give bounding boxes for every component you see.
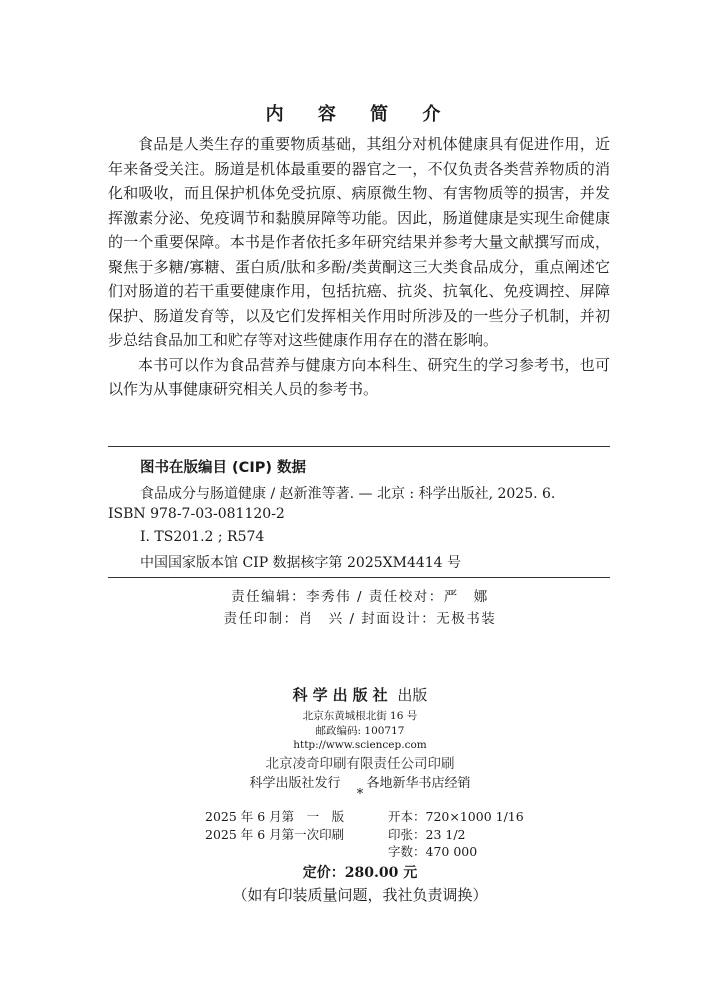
staff-editors: 责任编辑：李秀伟 / 责任校对：严 娜 [231, 589, 489, 605]
publisher-website: http://www.sciencep.com [293, 739, 427, 751]
printer-line: 北京凌奇印刷有限责任公司印刷 [265, 756, 455, 772]
cip-heading: 图书在版编目 (CIP) 数据 [140, 460, 307, 476]
cip-bottom-rule [108, 577, 610, 578]
separator-star: * [356, 787, 364, 802]
cip-classification: Ⅰ. TS201.2 ; R574 [140, 529, 265, 545]
summary-paragraph-1: 食品是人类生存的重要物质基础，其组分对机体健康具有促进作用，近年来备受关注。肠道是机体最重要的器官之一，不仅负责各类营养物质的消化和吸收，而且保护机体免受抗原、病原微生物、有害物质等的损害，并发挥激素分泌、免疫调节和黏膜屏障等功能。因此，肠道健康是实现生命健康的一个重要保障。本书是作者依托多年研究结果并参考大量文献撰写而成，聚焦于多糖/寡糖、蛋白质/肽和多酚/类黄酮这三大类食品成分，重点阐述它们对肠道的若干重要健康作用，包括抗癌、抗炎、抗氧化、免疫调控、屏障保护、肠道发育等，以及它们发挥相关作用时所涉及的一些分子机制，并初步总结食品加工和贮存等对这些健康作用存在的潜在影响。 [108, 135, 610, 349]
distribution-line: 科学出版社发行 各地新华书店经销 [249, 776, 471, 791]
publisher-line [0, 684, 720, 705]
summary-paragraph-2: 本书可以作为食品营养与健康方向本科生、研究生的学习参考书，也可以作为从事健康研究相关人员的参考书。 [108, 355, 610, 398]
cip-record-number: 中国国家版本馆 CIP 数据核字第 2025XM4414 号 [140, 555, 462, 571]
publisher-address: 北京东黄城根北街 16 号 [302, 710, 418, 722]
page-title: 内 容 简 介 [265, 104, 455, 125]
summary-text [108, 132, 610, 402]
publisher-name: 科学出版社 [292, 686, 393, 704]
price: 定价：280.00 元 [302, 865, 418, 881]
staff-production: 责任印制：肖 兴 / 封面设计：无极书装 [223, 611, 497, 627]
spec-printing: 2025 年 6 月第一次印刷 [205, 827, 345, 842]
cip-top-rule [108, 446, 610, 447]
spec-edition: 2025 年 6 月第 一 版 [205, 809, 345, 824]
cip-title-line: 食品成分与肠道健康 / 赵新淮等著. — 北京 : 科学出版社, 2025. 6. [140, 486, 556, 502]
spec-format: 开本：720×1000 1/16 [388, 809, 524, 824]
publisher-postcode: 邮政编码: 100717 [315, 725, 405, 737]
quality-note: （如有印装质量问题，我社负责调换） [232, 886, 488, 904]
publisher-suffix: 出版 [397, 686, 428, 704]
spec-sheets: 印张：23 1/2 [388, 827, 466, 842]
cip-isbn: ISBN 978-7-03-081120-2 [108, 506, 285, 522]
spec-word-count: 字数：470 000 [388, 844, 478, 859]
